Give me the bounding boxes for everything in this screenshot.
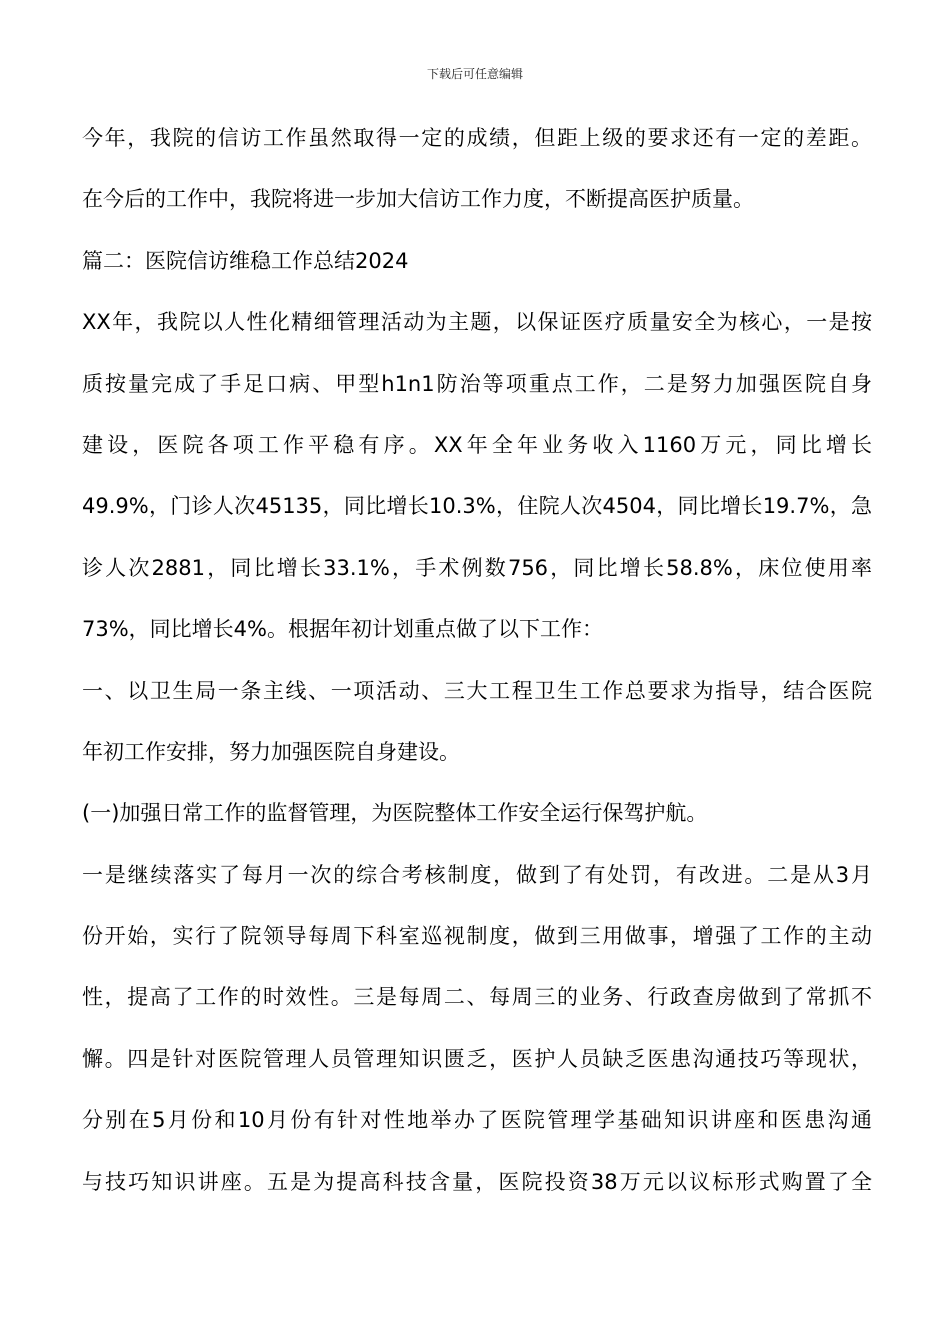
text-line: 性，提高了工作的时效性。三是每周二、每周三的业务、行政查房做到了常抓不 (82, 985, 872, 1010)
text-line: 在今后的工作中，我院将进一步加大信访工作力度，不断提高医护质量。 (82, 187, 754, 212)
text-line: 与技巧知识讲座。五是为提高科技含量，医院投资38万元以议标形式购置了全 (82, 1169, 872, 1194)
text-line: 一、以卫生局一条主线、一项活动、三大工程卫生工作总要求为指导，结合医院 (82, 678, 872, 703)
page-header: 下载后可任意编辑 (426, 67, 523, 81)
text-line: 懈。四是针对医院管理人员管理知识匮乏，医护人员缺乏医患沟通技巧等现状， (82, 1046, 872, 1071)
text-line: 今年，我院的信访工作虽然取得一定的成绩，但距上级的要求还有一定的差距。 (82, 126, 872, 150)
text-line: 73%，同比增长4%。根据年初计划重点做了以下工作： (82, 617, 603, 642)
text-line: 建设，医院各项工作平稳有序。XX年全年业务收入1160万元，同比增长 (82, 432, 872, 457)
text-line: 份开始，实行了院领导每周下科室巡视制度，做到三用做事，增强了工作的主动 (82, 924, 872, 949)
text-line: XX年，我院以人性化精细管理活动为主题，以保证医疗质量安全为核心，一是按 (82, 310, 872, 335)
text-line: 诊人次2881，同比增长33.1%，手术例数756，同比增长58.8%，床位使用率 (82, 555, 872, 580)
subsection-title: (一)加强日常工作的监督管理，为医院整体工作安全运行保驾护航。 (82, 801, 708, 826)
text-line: 49.9%，门诊人次45135，同比增长10.3%，住院人次4504，同比增长19.7%，急 (82, 494, 872, 519)
text-line: 一是继续落实了每月一次的综合考核制度，做到了有处罚，有改进。二是从3月 (82, 862, 872, 887)
section-title: 篇二：医院信访维稳工作总结2024 (82, 248, 409, 273)
document-body (82, 119, 872, 1224)
text-line: 年初工作安排，努力加强医院自身建设。 (82, 739, 460, 764)
text-line: 分别在5月份和10月份有针对性地举办了医院管理学基础知识讲座和医患沟通 (82, 1108, 872, 1133)
text-line: 质按量完成了手足口病、甲型h1n1防治等项重点工作，二是努力加强医院自身 (82, 371, 872, 396)
